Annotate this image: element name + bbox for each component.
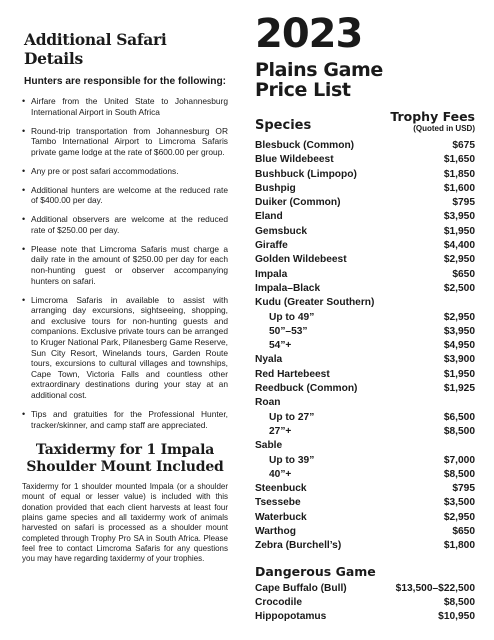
fees-heading-block bbox=[390, 110, 475, 134]
list-item: • Tips and gratuities for the Professional Hunter, tracker/skinner, and camp staff are appreciated. bbox=[22, 409, 228, 430]
trophy-fee: $1,650 bbox=[443, 154, 475, 166]
species-name: Tsessebe bbox=[255, 497, 301, 509]
price-row bbox=[255, 439, 475, 453]
plains-game-price-list bbox=[255, 139, 475, 554]
price-row bbox=[255, 139, 475, 153]
trophy-fee: $1,925 bbox=[443, 383, 475, 395]
currency-note: (Quoted in USD) bbox=[413, 124, 475, 133]
trophy-fee: $1,950 bbox=[443, 225, 475, 237]
species-name: 54”+ bbox=[269, 340, 292, 352]
responsibilities-subtitle: Hunters are responsible for the following: bbox=[24, 76, 227, 87]
price-row bbox=[255, 353, 475, 367]
trophy-fee: $4,400 bbox=[443, 240, 475, 252]
species-name: Red Hartebeest bbox=[255, 368, 330, 380]
price-list-title bbox=[255, 60, 475, 100]
price-row bbox=[255, 296, 475, 310]
trophy-fee: $8,500 bbox=[443, 468, 475, 480]
price-row bbox=[255, 239, 475, 253]
species-name: Crocodile bbox=[255, 596, 302, 608]
safari-details-column bbox=[22, 30, 228, 565]
species-name: Blue Wildebeest bbox=[255, 154, 334, 166]
species-name: Zebra (Burchell’s) bbox=[255, 540, 342, 552]
price-row bbox=[255, 368, 475, 382]
species-heading: Species bbox=[255, 118, 312, 133]
price-row bbox=[255, 268, 475, 282]
trophy-fee: $10,950 bbox=[438, 611, 475, 623]
species-name: Giraffe bbox=[255, 240, 288, 252]
price-row bbox=[255, 325, 475, 339]
species-name: Gemsbuck bbox=[255, 225, 308, 237]
trophy-fees-heading: Trophy Fees bbox=[390, 109, 475, 124]
taxidermy-body: Taxidermy for 1 shoulder mounted Impala (or a shoulder mount of equal or lesser value) is included with this donation provided that each client harvests at least four plains game species and all taxidermy work of animals harvested on safari is processed as a shoulder mount completed through Trophy Pro SA in South Africa. Please feel free to contact Limcroma Safaris for any questions you may have regarding taxidermy of your trophies. bbox=[22, 482, 228, 564]
trophy-fee: $1,950 bbox=[443, 368, 475, 380]
price-row bbox=[255, 610, 475, 624]
price-row bbox=[255, 225, 475, 239]
list-item: • Additional hunters are welcome at the reduced rate of $400.00 per day. bbox=[22, 185, 228, 206]
safari-details-title: Additional Safari Details bbox=[24, 30, 167, 68]
price-row bbox=[255, 153, 475, 167]
species-name: Waterbuck bbox=[255, 511, 307, 523]
trophy-fee: $6,500 bbox=[443, 411, 475, 423]
price-row bbox=[255, 196, 475, 210]
price-row bbox=[255, 425, 475, 439]
price-table-header bbox=[255, 110, 475, 134]
trophy-fee: $2,950 bbox=[443, 511, 475, 523]
trophy-fee: $650 bbox=[452, 526, 475, 538]
species-name: Steenbuck bbox=[255, 483, 307, 495]
species-name: Up to 27” bbox=[269, 411, 315, 423]
species-name: 27”+ bbox=[269, 425, 292, 437]
year-heading: 2023 bbox=[255, 11, 363, 57]
species-name: 50”–53” bbox=[269, 325, 308, 337]
species-name: Nyala bbox=[255, 354, 283, 366]
trophy-fee: $3,950 bbox=[443, 325, 475, 337]
price-row bbox=[255, 468, 475, 482]
species-name: Warthog bbox=[255, 526, 296, 538]
trophy-fee: $2,950 bbox=[443, 311, 475, 323]
price-row bbox=[255, 411, 475, 425]
price-row bbox=[255, 454, 475, 468]
trophy-fee: $675 bbox=[452, 140, 475, 151]
trophy-fee: $4,950 bbox=[443, 340, 475, 352]
price-row bbox=[255, 253, 475, 267]
species-name: Reedbuck (Common) bbox=[255, 383, 358, 395]
species-name: Cape Buffalo (Bull) bbox=[255, 582, 347, 594]
trophy-fee: $795 bbox=[452, 483, 475, 495]
trophy-fee: $650 bbox=[452, 268, 475, 280]
list-item: • Limcroma Safaris in available to assist with arranging day excursions, sightseeing, shopping, and exclusive tours for non-hunting guests and companions. Exclusive private tours can be arranged to Kruger National Park, Pilanesberg Game Reserve, Sun City Resort, Winelands tours, Garden Route tours, excursions to cultural villages and townships, Cape Town, Victoria Falls and countless other extraordinary destinations during your stay at an additional cost. bbox=[22, 295, 228, 401]
title-line-2: Price List bbox=[255, 79, 351, 101]
trophy-fee: $795 bbox=[452, 197, 475, 209]
species-name: Up to 49” bbox=[269, 311, 315, 323]
price-row bbox=[255, 382, 475, 396]
taxidermy-title: Taxidermy for 1 Impala Shoulder Mount Included bbox=[26, 442, 224, 476]
species-name: Bushbuck (Limpopo) bbox=[255, 168, 357, 180]
list-item: • Please note that Limcroma Safaris must charge a daily rate in the amount of $250.00 per day for each non-hunting guest or observer accompanying hunters on safari. bbox=[22, 244, 228, 286]
species-name: Hippopotamus bbox=[255, 611, 327, 623]
trophy-fee: $3,950 bbox=[443, 211, 475, 223]
price-row bbox=[255, 396, 475, 410]
species-name: Impala–Black bbox=[255, 282, 321, 294]
species-name: Sable bbox=[255, 440, 283, 452]
trophy-fee: $8,500 bbox=[443, 596, 475, 608]
price-row bbox=[255, 168, 475, 182]
price-row bbox=[255, 311, 475, 325]
species-name: Kudu (Greater Southern) bbox=[255, 297, 375, 309]
list-item: • Round-trip transportation from Johannesburg OR Tambo International Airport to Limcroma Safaris private game lodge at the rate of $600.00 per group. bbox=[22, 126, 228, 158]
list-item: • Any pre or post safari accommodations. bbox=[22, 166, 228, 177]
price-row bbox=[255, 582, 475, 596]
price-row bbox=[255, 539, 475, 553]
trophy-fee: $3,500 bbox=[443, 497, 475, 509]
price-row bbox=[255, 482, 475, 496]
species-name: Blesbuck (Common) bbox=[255, 140, 355, 151]
title-line-1: Plains Game bbox=[255, 59, 383, 81]
price-row bbox=[255, 182, 475, 196]
species-name: Bushpig bbox=[255, 182, 296, 194]
trophy-fee: $3,900 bbox=[443, 354, 475, 366]
species-name: Roan bbox=[255, 397, 281, 409]
trophy-fee: $2,500 bbox=[443, 282, 475, 294]
dangerous-game-heading: Dangerous Game bbox=[255, 563, 376, 579]
trophy-fee: $1,800 bbox=[443, 540, 475, 552]
price-row bbox=[255, 511, 475, 525]
trophy-fee: $7,000 bbox=[443, 454, 475, 466]
species-name: Golden Wildebeest bbox=[255, 254, 347, 266]
dangerous-game-price-list bbox=[255, 582, 475, 625]
species-name: Up to 39” bbox=[269, 454, 315, 466]
price-row bbox=[255, 496, 475, 510]
list-item: • Airfare from the United State to Johannesburg International Airport in South Africa bbox=[22, 96, 228, 117]
price-row bbox=[255, 210, 475, 224]
price-row bbox=[255, 525, 475, 539]
trophy-fee: $1,850 bbox=[443, 168, 475, 180]
price-list-column bbox=[255, 11, 475, 625]
species-name: 40”+ bbox=[269, 468, 292, 480]
trophy-fee: $13,500–$22,500 bbox=[395, 582, 475, 594]
price-row bbox=[255, 596, 475, 610]
species-name: Impala bbox=[255, 268, 288, 280]
price-row bbox=[255, 339, 475, 353]
trophy-fee: $1,600 bbox=[443, 182, 475, 194]
species-name: Duiker (Common) bbox=[255, 197, 341, 209]
trophy-fee: $2,950 bbox=[443, 254, 475, 266]
list-item: • Additional observers are welcome at the reduced rate of $250.00 per day. bbox=[22, 214, 228, 235]
trophy-fee: $8,500 bbox=[443, 425, 475, 437]
price-row bbox=[255, 282, 475, 296]
species-name: Eland bbox=[255, 211, 283, 223]
responsibilities-list bbox=[22, 96, 228, 430]
